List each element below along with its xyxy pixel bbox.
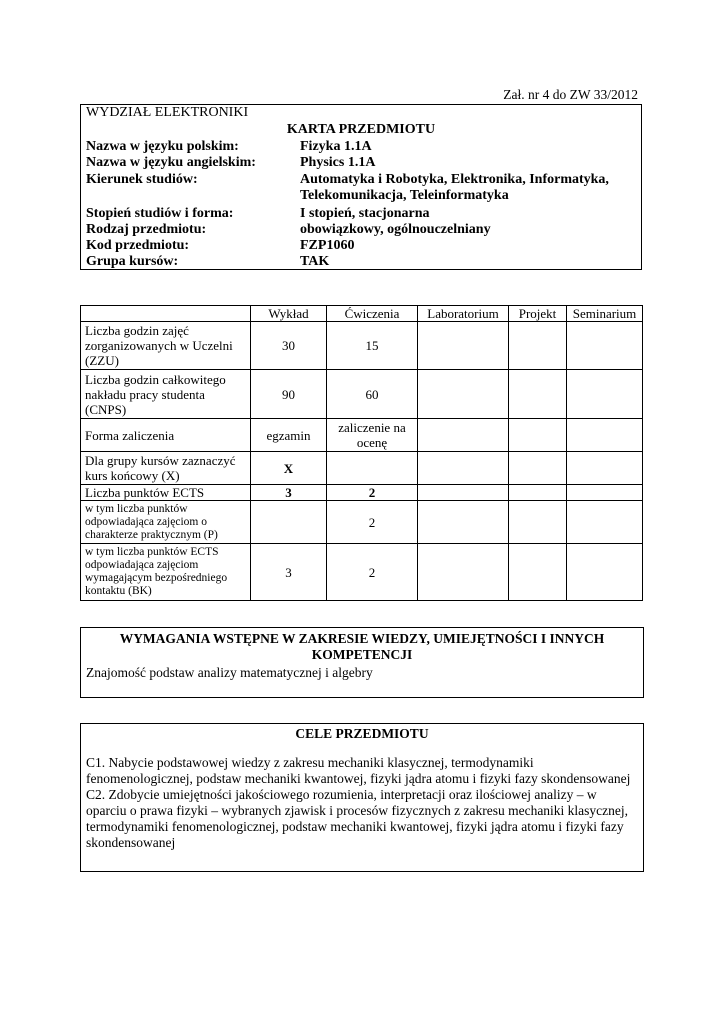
- value-course-group: TAK: [300, 254, 330, 269]
- label-course-group: Grupa kursów:: [86, 254, 179, 269]
- label-level-and-form: Stopień studiów i forma:: [86, 206, 234, 221]
- cell: [509, 322, 567, 370]
- cell: [418, 322, 509, 370]
- row-label: Liczba punktów ECTS: [81, 485, 251, 501]
- cell: 2: [327, 501, 418, 544]
- cell: 2: [327, 544, 418, 601]
- cell: [327, 452, 418, 485]
- header-seminar: Seminarium: [567, 306, 643, 322]
- cell: [567, 501, 643, 544]
- cell: [509, 485, 567, 501]
- table-row: [81, 322, 643, 370]
- label-course-type: Rodzaj przedmiotu:: [86, 222, 207, 237]
- objective-c2: C2. Zdobycie umiejętności jakościowego rozumienia, interpretacji oraz ilościowej analizy – w oparciu o prawa fizyki – wybranych zjawisk i procesów fizycznych z zakresu mechaniki klasycznej, termodynamiki fenomenologicznej, podstaw mechaniki kwantowej, fizyki jądra atomu i fizyki fazy skondensowanej: [86, 787, 629, 850]
- table-row: [81, 485, 643, 501]
- cell: 15: [327, 322, 418, 370]
- table-header-row: [81, 306, 643, 322]
- row-label: w tym liczba punktów ECTS odpowiadająca zajęciom wymagającym bezpośredniego kontaktu (BK): [81, 544, 251, 601]
- cell: [418, 501, 509, 544]
- cell: [418, 370, 509, 419]
- objective-c1: C1. Nabycie podstawowej wiedzy z zakresu mechaniki klasycznej, termodynamiki fenomenologicznej, podstaw mechaniki kwantowej, fizyki jądra atomu i fizyki fazy skondensowanej: [86, 755, 631, 786]
- value-level-and-form: I stopień, stacjonarna: [300, 206, 430, 221]
- cell: 60: [327, 370, 418, 419]
- header-exercises: Ćwiczenia: [327, 306, 418, 322]
- row-label: Liczba godzin zajęć zorganizowanych w Uczelni (ZZU): [81, 322, 251, 370]
- cell: 3: [251, 485, 327, 501]
- attachment-reference: Zał. nr 4 do ZW 33/2012: [503, 87, 638, 102]
- faculty-name: WYDZIAŁ ELEKTRONIKI: [86, 105, 249, 120]
- cell: [418, 544, 509, 601]
- prerequisites-section: [80, 627, 644, 698]
- table-row: [81, 452, 643, 485]
- cell: [251, 501, 327, 544]
- cell: [567, 322, 643, 370]
- cell: [418, 485, 509, 501]
- label-field-of-study: Kierunek studiów:: [86, 172, 198, 187]
- row-label: Liczba godzin całkowitego nakładu pracy studenta (CNPS): [81, 370, 251, 419]
- prerequisites-heading: WYMAGANIA WSTĘPNE W ZAKRESIE WIEDZY, UMIEJĘTNOŚCI I INNYCH KOMPETENCJI: [119, 631, 605, 662]
- cell: [567, 544, 643, 601]
- cell: [567, 370, 643, 419]
- cell: [418, 452, 509, 485]
- cell: [509, 501, 567, 544]
- cell: 3: [251, 544, 327, 601]
- row-label: w tym liczba punktów odpowiadająca zajęciom o charakterze praktycznym (P): [81, 501, 251, 544]
- cell: [509, 452, 567, 485]
- header-lecture: Wykład: [251, 306, 327, 322]
- cell: [418, 419, 509, 452]
- cell: 90: [251, 370, 327, 419]
- objectives-heading: CELE PRZEDMIOTU: [295, 726, 429, 741]
- row-label: Dla grupy kursów zaznaczyć kurs końcowy (X): [81, 452, 251, 485]
- value-course-code: FZP1060: [300, 238, 355, 253]
- card-title: KARTA PRZEDMIOTU: [286, 122, 436, 137]
- hours-table: [80, 305, 643, 601]
- objectives-section: [80, 723, 644, 872]
- cell: [509, 544, 567, 601]
- cell: 2: [327, 485, 418, 501]
- cell: [567, 419, 643, 452]
- cell: [567, 452, 643, 485]
- table-row: [81, 544, 643, 601]
- table-row: [81, 419, 643, 452]
- value-course-type: obowiązkowy, ogólnouczelniany: [300, 222, 491, 237]
- label-course-code: Kod przedmiotu:: [86, 238, 190, 253]
- cell: egzamin: [251, 419, 327, 452]
- cell: [567, 485, 643, 501]
- header-laboratory: Laboratorium: [418, 306, 509, 322]
- cell: 30: [251, 322, 327, 370]
- header-empty-cell: [81, 306, 251, 322]
- label-polish-name: Nazwa w języku polskim:: [86, 139, 239, 154]
- value-field-of-study-cont: Telekomunikacja, Teleinformatyka: [300, 188, 509, 203]
- prerequisites-text: Znajomość podstaw analizy matematycznej i algebry: [86, 665, 373, 680]
- label-english-name: Nazwa w języku angielskim:: [86, 155, 256, 170]
- value-polish-name: Fizyka 1.1A: [300, 139, 372, 154]
- table-row: [81, 370, 643, 419]
- cell: [509, 370, 567, 419]
- course-card-header: [80, 104, 642, 270]
- table-row: [81, 501, 643, 544]
- cell: X: [251, 452, 327, 485]
- header-project: Projekt: [509, 306, 567, 322]
- value-field-of-study: Automatyka i Robotyka, Elektronika, Informatyka,: [300, 172, 609, 187]
- value-english-name: Physics 1.1A: [300, 155, 376, 170]
- row-label: Forma zaliczenia: [81, 419, 251, 452]
- cell: [509, 419, 567, 452]
- cell: zaliczenie na ocenę: [327, 419, 418, 452]
